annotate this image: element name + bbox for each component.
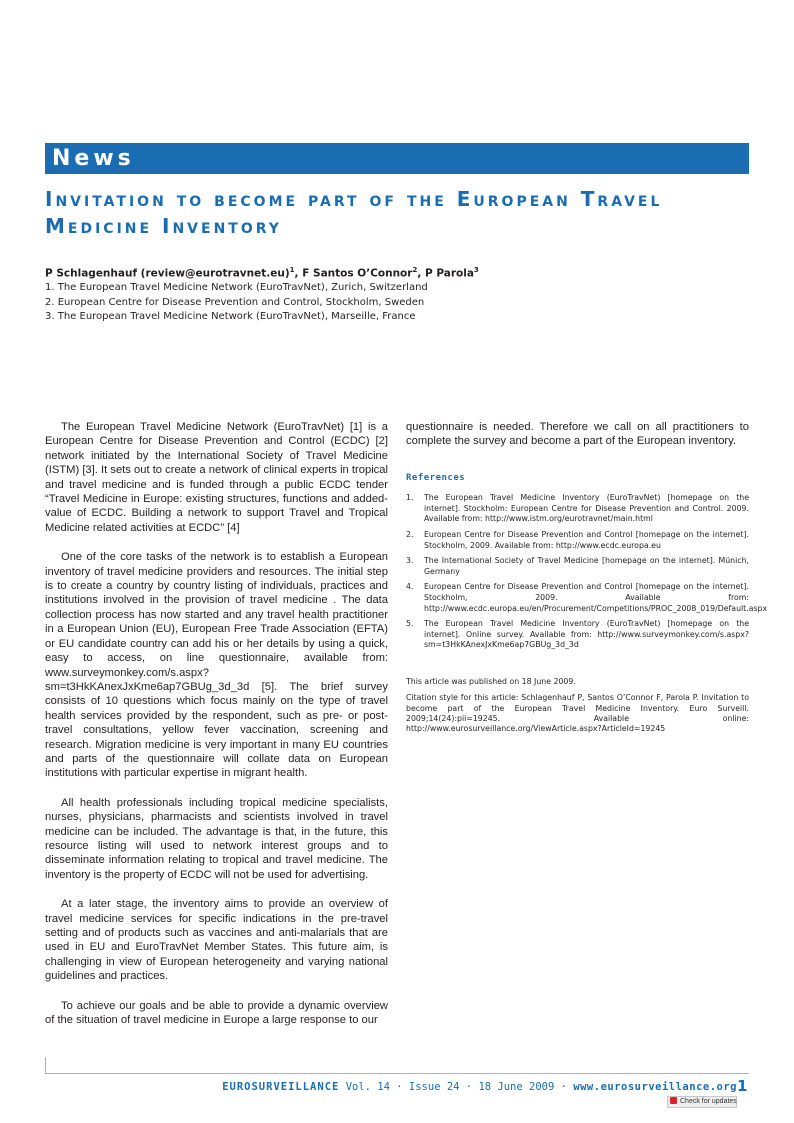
author-2: F Santos O’Connor [302,267,413,280]
author-2-affil: 2 [412,266,418,274]
body-column-right [406,420,768,734]
author-line: P Schlagenhauf (review@eurotravnet.eu)$^1$, F Santos O’Connor$^2$, P Parola$^3$ [45,266,479,280]
author-1[interactable]: P Schlagenhauf (review@eurotravnet.eu) [45,267,290,280]
body-paragraph: To achieve our goals and be able to provide a dynamic overview of the situation of travel medicine in Europe a large response to our [45,999,388,1027]
citation-text[interactable]: Citation style for this article: Schlagenhauf P, Santos O’Connor F, Parola P. Invitation to become part of the European Travel Medicine Inventory. Euro Surveill. 2009;14(24):pii=19245. Available online: http://www.eurosurveillance.org/ViewArticle.aspx?ArticleId=19245 [406,693,749,733]
body-paragraph: At a later stage, the inventory aims to provide an overview of travel medicine services for specific indications in the pre-travel setting and of products such as vaccines and anti-malarials that are used in EU and EuroTravNet Member States. This future aim, is challenging in view of European heterogeneity and varying national guidelines and practices. [45,898,388,983]
reference-item [406,556,749,577]
affiliation-item: 3. The European Travel Medicine Network (EuroTravNet), Marseille, France [45,311,416,322]
body-paragraph: The European Travel Medicine Network (EuroTravNet) [1] is a European Centre for Disease Prevention and Control (ECDC) [2] network initiated by the International Society of Travel Medicine (ISTM) [3]. It sets out to create a network of clinical experts in tropical and travel medicine and is funded through a public ECDC tender “Travel Medicine in Europe: existing structures, functions and added-value of ECDC. Building a network to support Travel and Tropical Medicine related activities at ECDC” [4] [45,421,388,534]
reference-item [406,582,768,614]
reference-number: 2. [406,530,414,539]
author-1-affil: 1 [289,266,295,274]
footer-issue-info: Vol. 14 · Issue 24 · 18 June 2009 · [345,1081,567,1093]
body-paragraph: All health professionals including tropical medicine specialists, nurses, physicians, pharmacists and scientists involved in travel medicine can be included. The advantage is that, in the future, this resource listing will used to network interest groups and to disseminate information relating to tropical and travel medicine. The inventory is the property of ECDC will not be used for advertising. [45,796,388,881]
check-updates-icon [670,1097,677,1104]
article-title: Invitation to become part of the European Travel Medicine Inventory [45,187,663,238]
check-updates-button[interactable] [667,1096,737,1108]
footer-url-link[interactable]: www.eurosurveillance.org [573,1081,737,1093]
footer-tick [45,1057,46,1074]
footer-journal-name: EUROSURVEILLANCE [222,1081,340,1093]
reference-list [406,493,768,651]
body-column-left [45,420,388,1042]
reference-number: 4. [406,582,414,592]
section-banner [45,143,749,174]
section-label: News [52,146,135,171]
reference-text: The International Society of Travel Medicine [homepage on the internet]. Münich, Germany [424,556,749,576]
reference-number: 3. [406,556,414,566]
affiliation-item: 2. European Centre for Disease Prevention and Control, Stockholm, Sweden [45,296,425,308]
reference-item [406,619,749,651]
affiliation-list [45,281,749,325]
reference-text[interactable]: European Centre for Disease Prevention and Control [homepage on the internet]. Stockholm, 2009. Available from: http://www.ecdc.europa.eu [424,530,749,550]
affiliation-item: 1. The European Travel Medicine Network (EuroTravNet), Zurich, Switzerland [45,282,428,293]
reference-item [406,530,749,551]
reference-number: 5. [406,619,414,629]
check-updates-label: Check for updates [680,1098,737,1105]
footer-divider [45,1073,749,1074]
reference-number: 1. [406,493,414,503]
reference-item [406,493,749,525]
reference-text[interactable]: The European Travel Medicine Inventory (EuroTravNet) [homepage on the internet]. Stockholm: European Centre for Disease Prevention and Control. 2009. Available from: http://www.istm.org/eurotravnet/main.html [424,493,749,524]
reference-text[interactable]: European Centre for Disease Prevention and Control [homepage on the internet]. Stockholm, 2009. Available from: http://www.ecdc.europa.eu/en/Procurement/Competitions/PROC_2008_019/Default.aspx [424,582,768,613]
page-number: 1 [737,1077,748,1095]
publication-note: This article was published on 18 June 2009. [406,676,576,686]
author-3: P Parola [424,267,474,280]
author-3-affil: 3 [473,266,479,274]
body-paragraph-continued: questionnaire is needed. Therefore we call on all practitioners to complete the survey and become a part of the European inventory. [406,421,749,448]
reference-text[interactable]: The European Travel Medicine Inventory (EuroTravNet) [homepage on the internet]. Online survey. Available from: http://www.surveymonkey.com/s.aspx?sm=t3HkKAnexJxKme6ap7GBUg_3d_3d [424,619,749,650]
body-paragraph: One of the core tasks of the network is to establish a European inventory of travel medicine providers and resources. The initial step is to create a country by country listing of individuals, practices and institutions involved in the provision of travel medicine . The data collection process has now started and any travel health practitioner in a European Union (EU), European Free Trade Association (EFTA) or EU candidate country can add his or her details by using a quick, easy to access, on line questionnaire, available from: www.surveymonkey.com/s.aspx?sm=t3HkKAnexJxKme6ap7GBUg_3d_3d [5]. The brief survey consists of 10 questions which focus mainly on the type of travel health services provided by the respondent, such as pre- or post-travel consultations, yellow fever vaccination, screening and research. Migration medicine is very important in many EU countries and parts of the questionnaire will collate data on European institutions with particular expertise in migrant health. [45,551,388,780]
page-footer [222,1081,737,1093]
references-heading: References [406,472,466,483]
